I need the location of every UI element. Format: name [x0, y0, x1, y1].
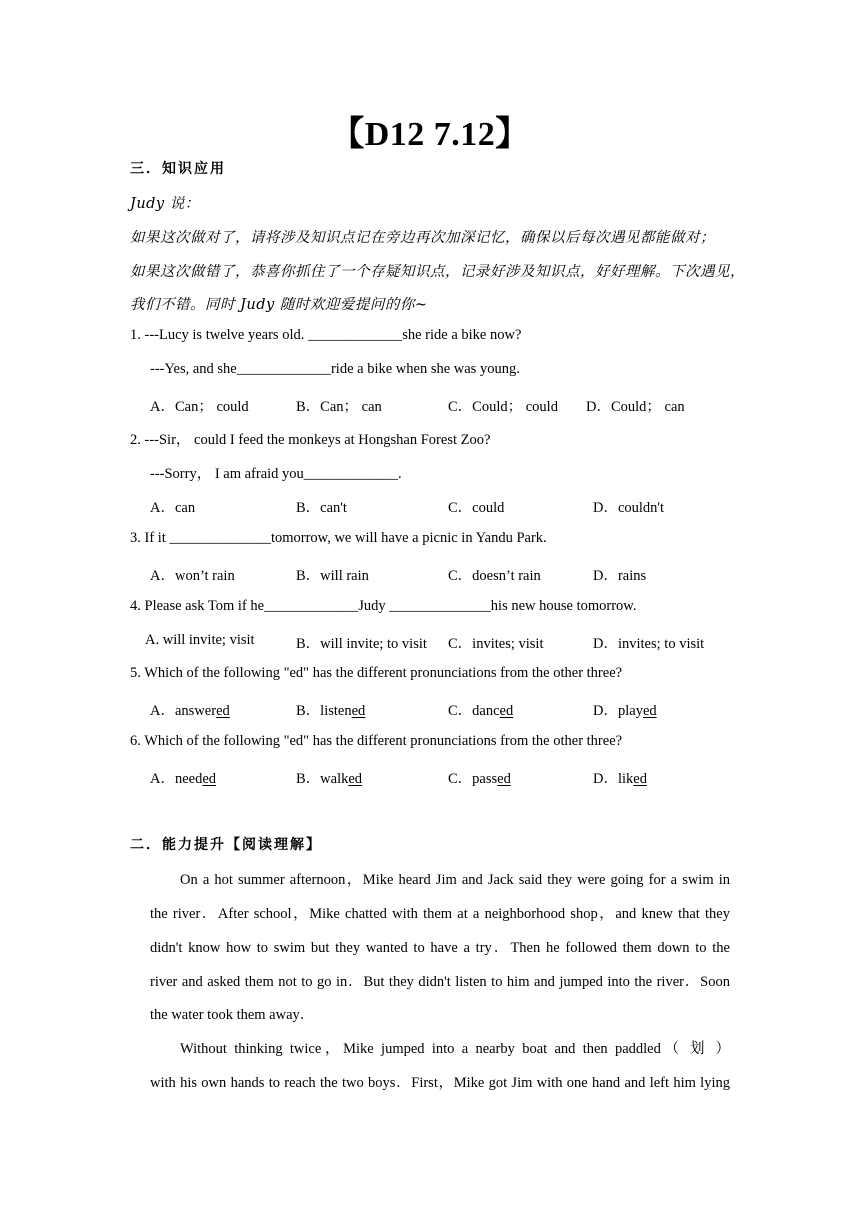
question-1-line-2: ---Yes, and she_____________ride a bike when she was young. [150, 361, 520, 377]
judy-says: Judy 说： [130, 196, 200, 212]
question-6-option-c: C．passed [448, 771, 511, 787]
question-3-line-1: 3. If it ______________tomorrow, we will have a picnic in Yandu Park. [130, 530, 547, 546]
question-6-option-a: A．needed [150, 771, 217, 787]
question-1-option-b: B．Can； can [296, 399, 382, 415]
question-2-option-b: B．can't [296, 500, 347, 516]
question-2-option-c: C．could [448, 500, 505, 516]
question-6-line-1: 6. Which of the following "ed" has the different pronunciations from the other three? [130, 733, 623, 749]
page-title: 【D12 7.12】 [330, 116, 530, 153]
question-4-line-1: 4. Please ask Tom if he_____________Judy ______________his new house tomorrow. [130, 598, 637, 614]
question-3-option-d: D．rains [593, 568, 647, 584]
note-line: 如果这次做错了，恭喜你抓住了一个存疑知识点，记录好涉及知识点，好好理解。下次遇见， [130, 264, 745, 280]
note-line: 我们不错。同时 Judy 随时欢迎爱提问的你~ [130, 297, 428, 313]
question-4-option-c: C．invites; visit [448, 636, 544, 652]
paragraph-2-line: Without thinking twice，Mike jumped into a nearby boat and then paddled（ 划 ） [180, 1041, 730, 1057]
question-5-option-a: A．answered [150, 703, 230, 719]
question-5-option-d: D．played [593, 703, 657, 719]
paragraph-1-line: On a hot summer afternoon，Mike heard Jim and Jack said they were going for a swim in [180, 872, 730, 888]
question-5-line-1: 5. Which of the following "ed" has the different pronunciations from the other three? [130, 665, 623, 681]
question-1-option-d: D．Could； can [586, 399, 685, 415]
question-2-option-d: D．couldn't [593, 500, 665, 516]
question-6-option-b: B．walked [296, 771, 363, 787]
question-1-option-c: C．Could； could [448, 399, 558, 415]
question-2-option-a: A．can [150, 500, 196, 516]
question-5-option-c: C．danced [448, 703, 514, 719]
question-4-option-b: B．will invite; to visit [296, 636, 427, 652]
question-2-line-2: ---Sorry， I am afraid you_____________. [150, 466, 402, 482]
question-3-option-c: C．doesn’t rain [448, 568, 541, 584]
question-3-option-b: B．will rain [296, 568, 369, 584]
paragraph-1-line: the river．After school，Mike chatted with them at a neighborhood shop，and knew that they [150, 906, 730, 922]
question-4-option-a: A. will invite; visit [145, 632, 255, 648]
question-4-option-d: D．invites; to visit [593, 636, 705, 652]
note-line: 如果这次做对了，请将涉及知识点记在旁边再次加深记忆，确保以后每次遇见都能做对； [130, 230, 715, 246]
question-1-line-1: 1. ---Lucy is twelve years old. _____________she ride a bike now? [130, 327, 522, 343]
question-5-option-b: B．listened [296, 703, 366, 719]
question-1-option-a: A．Can； could [150, 399, 249, 415]
question-6-option-d: D．liked [593, 771, 647, 787]
paragraph-1-line: the water took them away． [150, 1007, 315, 1023]
question-2-line-1: 2. ---Sir， could I feed the monkeys at Hongshan Forest Zoo? [130, 432, 491, 448]
paragraph-1-line: river and asked them not to go in．But they didn't listen to him and jumped into the river．Soon [150, 974, 730, 990]
question-3-option-a: A．won’t rain [150, 568, 235, 584]
paragraph-2-line: with his own hands to reach the two boys．First，Mike got Jim with one hand and left him lying [150, 1075, 730, 1091]
paragraph-1-line: didn't know how to swim but they wanted to have a try．Then he followed them down to the [150, 940, 730, 956]
section-heading-knowledge: 三．知识应用 [130, 161, 226, 177]
section-heading-reading: 二．能力提升【阅读理解】 [130, 837, 322, 853]
